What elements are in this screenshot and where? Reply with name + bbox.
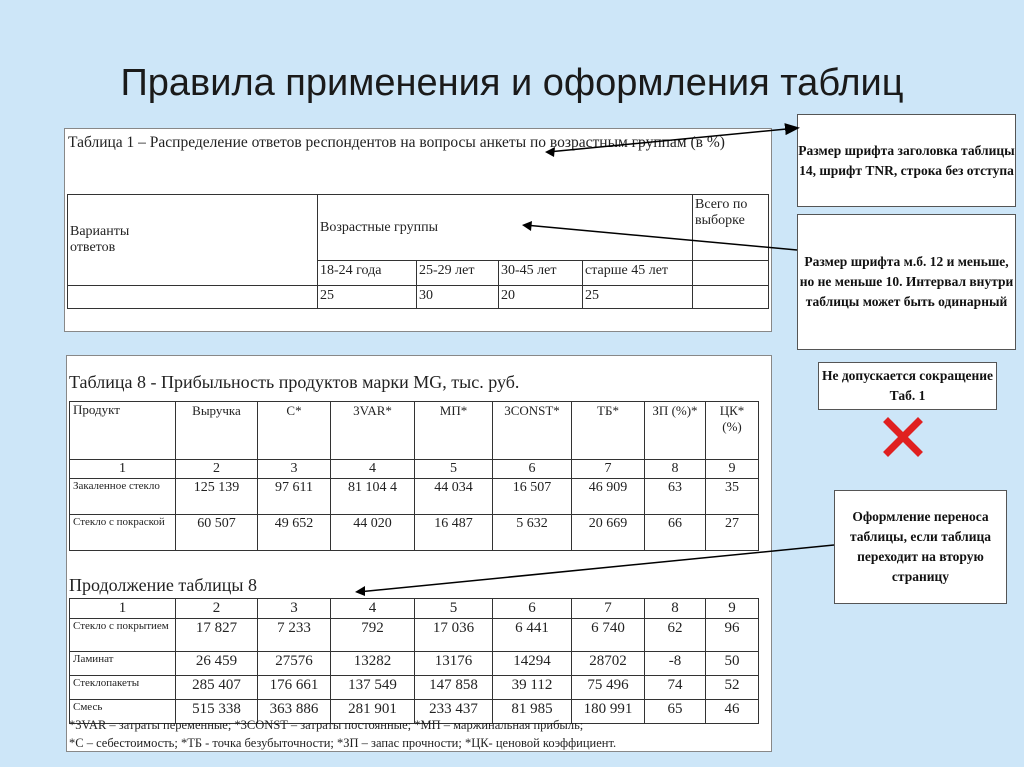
col-groups: Возрастные группы: [318, 195, 693, 261]
table8-caption: Таблица 8 - Прибыльность продуктов марки MG, тыс. руб.: [69, 372, 520, 392]
value-cell: 39 112: [493, 676, 572, 700]
column-number: 7: [572, 460, 645, 479]
arrow: [525, 225, 797, 250]
value-cell: 44 020: [331, 515, 415, 551]
value-cell: 180 991: [572, 700, 645, 724]
column-number: 6: [493, 460, 572, 479]
value-cell: 363 886: [258, 700, 331, 724]
value-cell: 25: [583, 286, 693, 309]
header-cell: Выручка: [176, 402, 258, 460]
value-cell: 147 858: [415, 676, 493, 700]
value-cell: 63: [645, 479, 706, 515]
column-number: 9: [706, 460, 759, 479]
value-cell: 52: [706, 676, 759, 700]
value-cell: 81 985: [493, 700, 572, 724]
slide-title: Правила применения и оформления таблиц: [120, 62, 904, 104]
group-cell: 25-29 лет: [417, 261, 499, 286]
column-number: 5: [415, 599, 493, 619]
header-cell: ЦК* (%): [706, 402, 759, 460]
value-cell: 6 441: [493, 619, 572, 652]
column-number: 1: [70, 599, 176, 619]
value-cell: 17 827: [176, 619, 258, 652]
column-number: 8: [645, 599, 706, 619]
column-number: 6: [493, 599, 572, 619]
column-number: 7: [572, 599, 645, 619]
callout-table-font: Размер шрифта м.б. 12 и меньше, но не меньше 10. Интервал внутри таблицы может быть одинарный: [797, 214, 1016, 350]
value-cell: 6 740: [572, 619, 645, 652]
value-cell: 17 036: [415, 619, 493, 652]
arrow: [358, 545, 834, 592]
column-number: 2: [176, 460, 258, 479]
value-cell: 25: [318, 286, 417, 309]
column-number: 3: [258, 460, 331, 479]
header-cell: МП*: [415, 402, 493, 460]
value-cell: 125 139: [176, 479, 258, 515]
value-cell: 44 034: [415, 479, 493, 515]
column-number: 4: [331, 460, 415, 479]
product-cell: Стекло с покрытием: [70, 619, 176, 652]
product-cell: Смесь: [70, 700, 176, 724]
value-cell: 7 233: [258, 619, 331, 652]
value-cell: 5 632: [493, 515, 572, 551]
footnote: *3VAR – затраты переменные; *3CONST – затраты постоянные; *МП – маржинальная прибыль;: [69, 718, 584, 732]
value-cell: 285 407: [176, 676, 258, 700]
value-cell: 46 909: [572, 479, 645, 515]
value-cell: 20 669: [572, 515, 645, 551]
col-variants: Варианты ответов: [68, 195, 318, 286]
header-cell: ЗП (%)*: [645, 402, 706, 460]
value-cell: 30: [417, 286, 499, 309]
callout-continuation: Оформление переноса таблицы, если таблица переходит на вторую страницу: [834, 490, 1007, 604]
value-cell: 60 507: [176, 515, 258, 551]
cross-icon: [888, 422, 918, 452]
value-cell: 515 338: [176, 700, 258, 724]
group-cell: старше 45 лет: [583, 261, 693, 286]
column-number: 9: [706, 599, 759, 619]
value-cell: 49 652: [258, 515, 331, 551]
value-cell: 46: [706, 700, 759, 724]
value-cell: 74: [645, 676, 706, 700]
value-cell: -8: [645, 652, 706, 676]
header-cell: 3VAR*: [331, 402, 415, 460]
value-cell: 27576: [258, 652, 331, 676]
group-cell: 30-45 лет: [499, 261, 583, 286]
column-number: 2: [176, 599, 258, 619]
value-cell: 281 901: [331, 700, 415, 724]
value-cell: 62: [645, 619, 706, 652]
value-cell: 233 437: [415, 700, 493, 724]
column-number: 3: [258, 599, 331, 619]
value-cell: 16 487: [415, 515, 493, 551]
value-cell: 792: [331, 619, 415, 652]
value-cell: 26 459: [176, 652, 258, 676]
value-cell: 27: [706, 515, 759, 551]
column-number: 5: [415, 460, 493, 479]
column-number: 1: [70, 460, 176, 479]
value-cell: 16 507: [493, 479, 572, 515]
header-cell: 3CONST*: [493, 402, 572, 460]
arrow: [548, 128, 797, 152]
value-cell: 35: [706, 479, 759, 515]
value-cell: 66: [645, 515, 706, 551]
value-cell: 81 104 4: [331, 479, 415, 515]
column-number: 4: [331, 599, 415, 619]
callout-caption-font: Размер шрифта заголовка таблицы 14, шрифт TNR, строка без отступа: [797, 114, 1016, 207]
value-cell: 50: [706, 652, 759, 676]
value-cell: 137 549: [331, 676, 415, 700]
product-cell: Закаленное стекло: [70, 479, 176, 515]
value-cell: 176 661: [258, 676, 331, 700]
value-cell: 13176: [415, 652, 493, 676]
value-cell: 14294: [493, 652, 572, 676]
continuation-caption: Продолжение таблицы 8: [69, 575, 257, 595]
column-number: 8: [645, 460, 706, 479]
header-cell: ТБ*: [572, 402, 645, 460]
col-total: Всего по выборке: [693, 195, 769, 261]
header-cell: С*: [258, 402, 331, 460]
header-cell: Продукт: [70, 402, 176, 460]
product-cell: Стекло с покраской: [70, 515, 176, 551]
value-cell: 65: [645, 700, 706, 724]
value-cell: 13282: [331, 652, 415, 676]
value-cell: 28702: [572, 652, 645, 676]
arrowheads: [355, 147, 555, 596]
value-cell: 75 496: [572, 676, 645, 700]
value-cell: 20: [499, 286, 583, 309]
value-cell: 96: [706, 619, 759, 652]
product-cell: Ламинат: [70, 652, 176, 676]
callout-no-abbreviation: Не допускается сокращение Таб. 1: [818, 362, 997, 410]
table1-caption: Таблица 1 – Распределение ответов респондентов на вопросы анкеты по возрастным группам (в %): [68, 134, 725, 151]
group-cell: 18-24 года: [318, 261, 417, 286]
value-cell: 97 611: [258, 479, 331, 515]
product-cell: Стеклопакеты: [70, 676, 176, 700]
footnote: *С – себестоимость; *ТБ - точка безубыточности; *ЗП – запас прочности; *ЦК- ценовой коэффициент.: [69, 736, 617, 750]
